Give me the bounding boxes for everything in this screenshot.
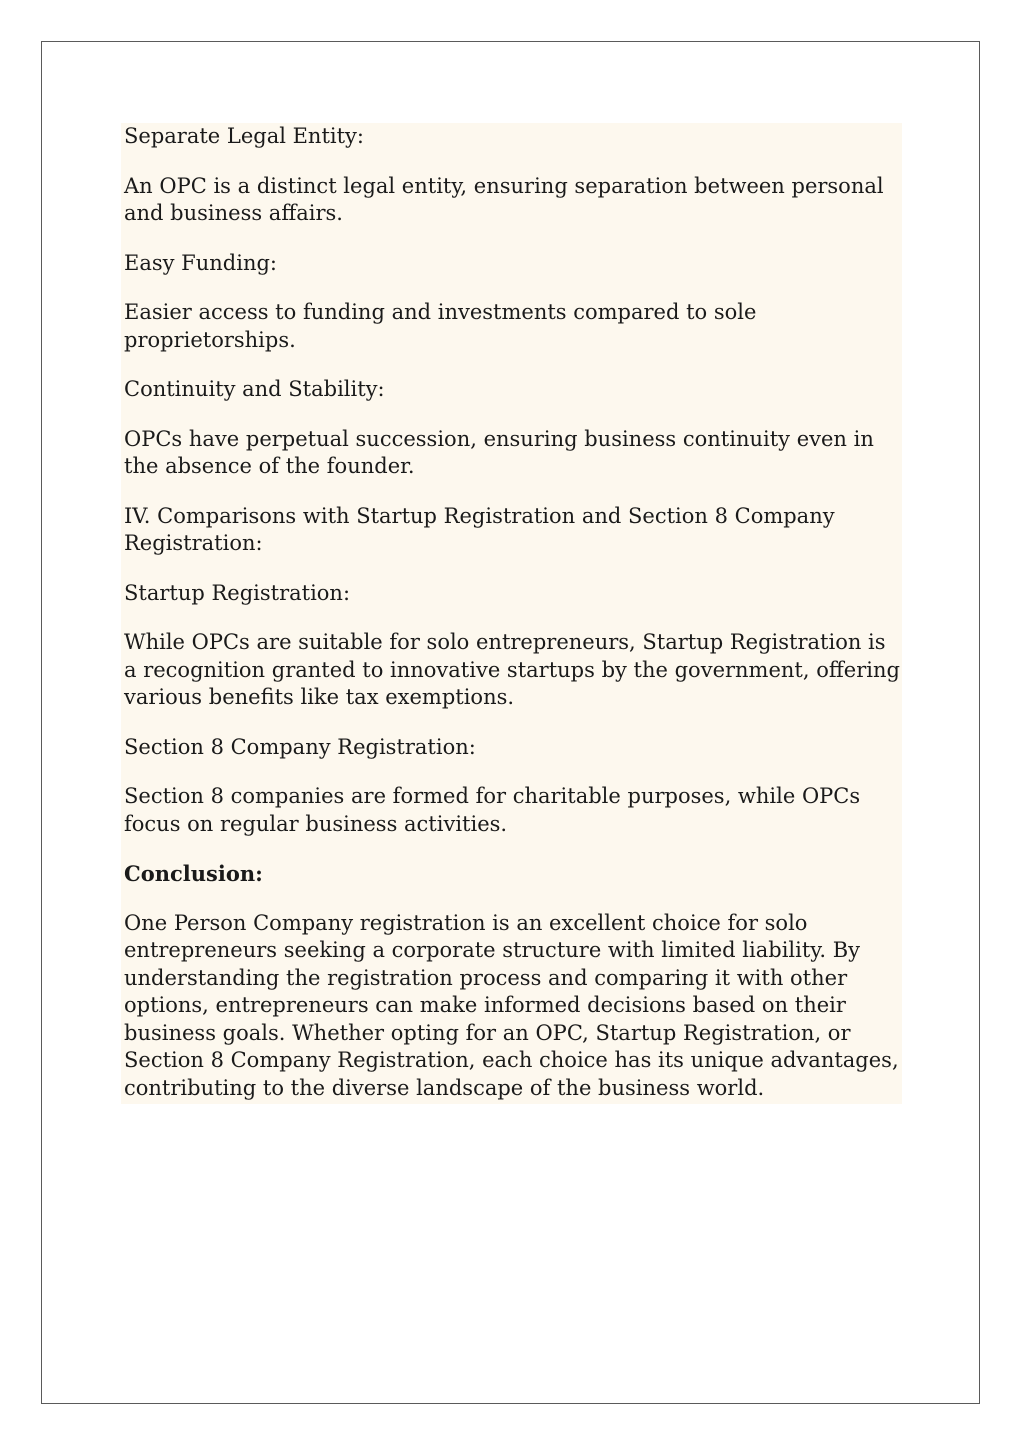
heading-easy-funding: Easy Funding: [124, 250, 277, 275]
heading-separate-legal-entity: Separate Legal Entity: [124, 124, 364, 148]
paragraph-section-8: Section 8 companies are formed for charitable purposes, while OPCs focus on regular business activities. [124, 784, 861, 836]
paragraph-conclusion: One Person Company registration is an excellent choice for solo entrepreneurs seeking a corporate structure with limited liability. By understanding the registration process and comparing it with other options, entrepreneurs can make informed decisions based on their business goals. Whether opting for an OPC, Startup Registration, or Section 8 Company Registration, each choice has its unique advantages, contributing to the diverse landscape of the business world. [124, 910, 899, 1100]
heading-startup-registration: Startup Registration: [124, 580, 351, 605]
heading-continuity-stability: Continuity and Stability: [124, 377, 385, 401]
heading-section-8: Section 8 Company Registration: [124, 734, 476, 759]
paragraph-separate-legal-entity: An OPC is a distinct legal entity, ensuring separation between personal and business affairs. [124, 173, 884, 225]
paragraph-easy-funding: Easier access to funding and investments compared to sole proprietorships. [124, 300, 757, 352]
heading-comparisons: IV. Comparisons with Startup Registration and Section 8 Company Registration: [124, 503, 835, 555]
paragraph-continuity-stability: OPCs have perpetual succession, ensuring business continuity even in the absence of the founder. [124, 426, 874, 478]
paragraph-startup-registration: While OPCs are suitable for solo entrepreneurs, Startup Registration is a recognition granted to innovative startups by the government, offering various benefits like tax exemptions. [124, 630, 900, 709]
heading-conclusion: Conclusion: [124, 861, 263, 886]
document-body [121, 123, 902, 1104]
